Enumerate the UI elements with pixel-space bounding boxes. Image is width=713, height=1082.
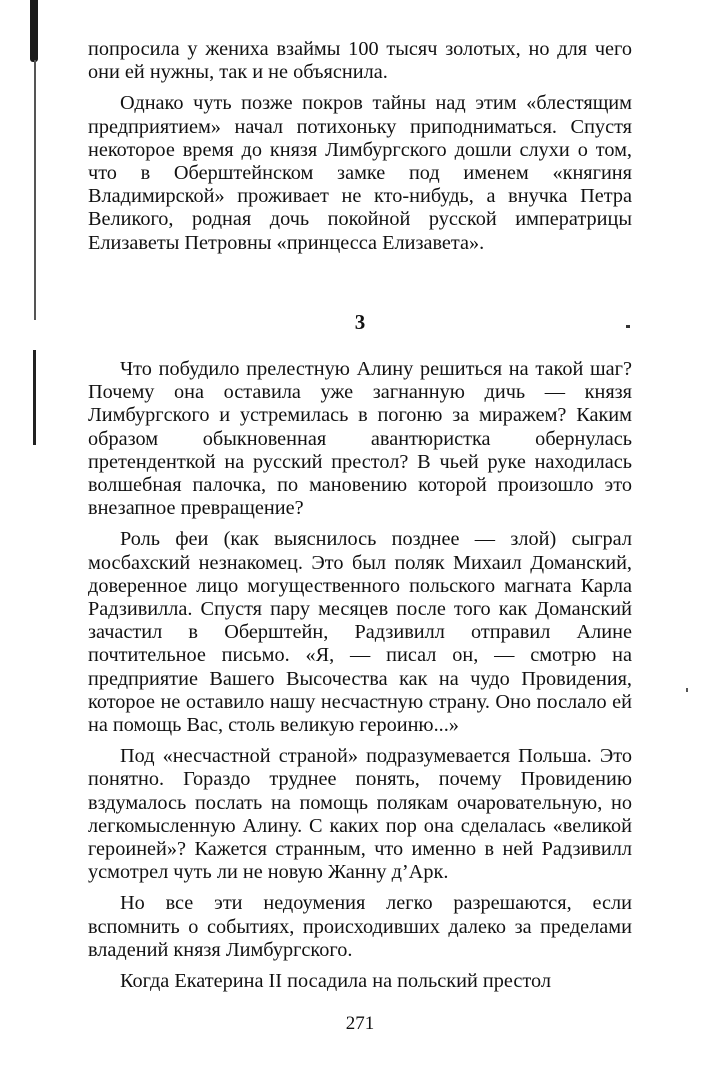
scan-speck	[686, 688, 688, 692]
paragraph: попросила у жениха взаймы 100 тысяч золотых, но для чего они ей нужны, так и не объяснила.	[88, 38, 632, 84]
scan-edge-mark	[30, 0, 38, 62]
paragraph: Однако чуть позже покров тайны над этим «блестящим предприятием» начал потихоньку приподниматься. Спустя некоторое время до князя Лимбургского дошли слухи о том, что в Оберштейнском замке под именем «княгиня Владимирской» проживает не кто-нибудь, а внучка Петра Великого, родная дочь покойной русской императрицы Елизаветы Петровны «принцесса Елизавета».	[88, 92, 632, 254]
paragraph: Когда Екатерина II посадила на польский престол	[120, 970, 551, 993]
page-body	[88, 38, 632, 993]
chapter-number: 3	[354, 310, 366, 334]
page-number: 271	[345, 1013, 375, 1034]
paragraph: Что побудило прелестную Алину решиться на такой шаг? Почему она оставила уже загнанную дичь — князя Лимбургского и устремилась в погоню за миражем? Каким образом обыкновенная авантюристка обернулась претенденткой на русский престол? В чьей руке находилась волшебная палочка, по мановению которой произошло это внезапное превращение?	[88, 358, 632, 520]
scan-edge-line	[33, 350, 36, 445]
scan-edge-line	[34, 60, 36, 320]
paragraph: Роль феи (как выяснилось позднее — злой) сыграл мосбахский незнакомец. Это был поляк Михаил Доманский, доверенное лицо могущественного польского магната Карла Радзивилла. Спустя пару месяцев после того как Доманский зачастил в Оберштейн, Радзивилл отправил Алине почтительное письмо. «Я, — писал он, — смотрю на предприятие Вашего Высочества как на чудо Провидения, которое не оставило нашу несчастную страну. Оно послало ей на помощь Вас, столь великую героиню...»	[88, 528, 632, 737]
paragraph: Под «несчастной страной» подразумевается Польша. Это понятно. Гораздо труднее понять, почему Провидению вздумалось послать на помощь полякам очаровательную, но легкомысленную Алину. С каких пор она сделалась «великой героиней»? Кажется странным, что именно в ней Радзивилл усмотрел чуть ли не новую Жанну д’Арк.	[88, 745, 632, 884]
paragraph: Но все эти недоумения легко разрешаются, если вспомнить о событиях, происходивших далеко за пределами владений князя Лимбургского.	[88, 892, 632, 961]
chapter-text	[88, 358, 632, 1001]
